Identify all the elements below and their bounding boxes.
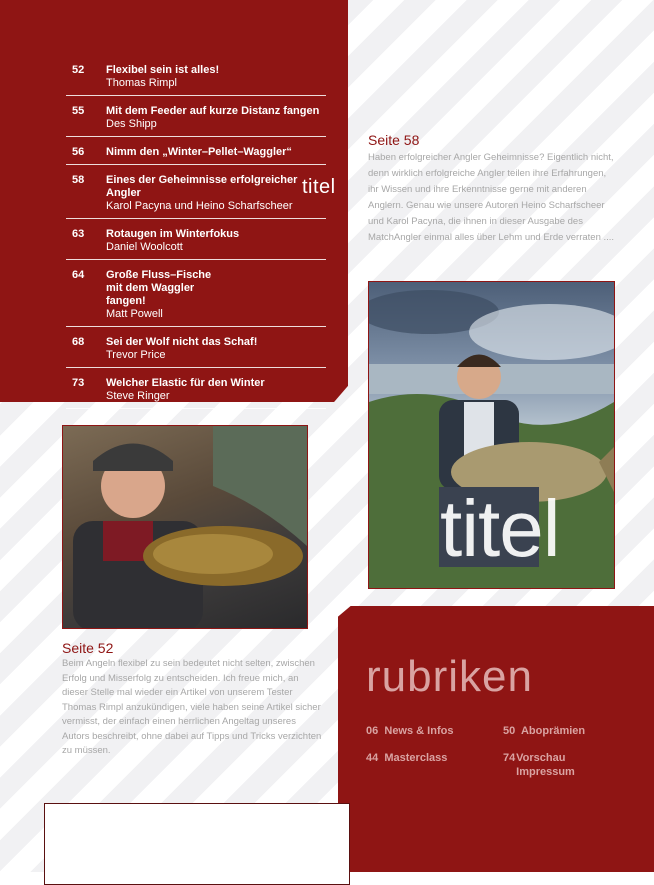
toc-entry[interactable] xyxy=(66,219,326,260)
photo-titel-overlay: titel xyxy=(440,484,560,573)
toc-page-number: 52 xyxy=(72,64,85,76)
toc-entry[interactable] xyxy=(66,55,326,96)
rubriken-title: rubriken xyxy=(366,652,533,701)
table-of-contents xyxy=(66,55,326,409)
rubriken-item[interactable] xyxy=(503,751,593,779)
rubriken-item[interactable] xyxy=(366,724,453,738)
toc-title: Mit dem Feeder auf kurze Distanz fangen xyxy=(106,105,320,117)
toc-author: Karol Pacyna und Heino Scharfscheer xyxy=(106,200,293,212)
rubriken-item[interactable] xyxy=(503,724,585,738)
toc-page-number: 56 xyxy=(72,146,85,158)
toc-titel-tag: titel xyxy=(302,176,336,198)
rubriken-item[interactable] xyxy=(366,751,447,765)
rubriken-panel xyxy=(338,606,654,872)
toc-author: Matt Powell xyxy=(106,308,163,320)
rubriken-page: 74 xyxy=(503,752,516,764)
toc-entry[interactable] xyxy=(66,137,326,165)
toc-title: Welcher Elastic für den Winter xyxy=(106,377,265,389)
toc-page-number: 68 xyxy=(72,336,85,348)
toc-title: Eines der Geheimnisse erfolgreicher Angler xyxy=(106,174,298,199)
toc-title: Nimm den „Winter–Pellet–Waggler“ xyxy=(106,146,292,158)
rubriken-label: Aboprämien xyxy=(520,725,586,737)
photo-illustration xyxy=(63,426,307,628)
rubriken-page: 44 xyxy=(366,752,379,764)
toc-entry[interactable] xyxy=(66,260,326,327)
toc-entry[interactable] xyxy=(66,327,326,368)
toc-entry[interactable] xyxy=(66,96,326,137)
toc-entry[interactable] xyxy=(66,368,326,409)
rubriken-label: Masterclass xyxy=(384,752,448,764)
toc-page-number: 63 xyxy=(72,228,85,240)
feature-52-heading: Seite 52 xyxy=(62,640,114,656)
empty-frame xyxy=(44,803,350,885)
rubriken-label: News & Infos xyxy=(384,725,454,737)
toc-page-number: 73 xyxy=(72,377,85,389)
toc-author: Trevor Price xyxy=(106,349,166,361)
toc-page-number: 58 xyxy=(72,174,85,186)
feature-52-text: Beim Angeln flexibel zu sein bedeutet nicht selten, zwischen Erfolg und Misserfolg zu entscheiden. Ich freue mich, an dieser Stelle mal wieder ein Artikel von unserem Tester Thomas Rimpl anzukündigen, viele haben seine Artikel sicher vermisst, der einfach einen herrlichen Angeltag unseres Autors beschreibt, ohne dabei auf Tipps und Tricks verzichten zu müssen. xyxy=(62,658,322,756)
toc-author: Steve Ringer xyxy=(106,390,170,402)
feature-58-heading: Seite 58 xyxy=(368,132,420,148)
toc-title: Flexibel sein ist alles! xyxy=(106,64,220,76)
toc-author: Des Shipp xyxy=(106,118,157,130)
toc-page-number: 64 xyxy=(72,269,85,281)
rubriken-label: Vorschau Impressum xyxy=(516,752,575,778)
rubriken-page: 06 xyxy=(366,725,379,737)
toc-title: Große Fluss–Fische mit dem Waggler fangen! xyxy=(106,269,212,307)
toc-entry[interactable] xyxy=(66,165,326,219)
toc-author: Daniel Woolcott xyxy=(106,241,183,253)
toc-title: Rotaugen im Winterfokus xyxy=(106,228,240,240)
toc-title: Sei der Wolf nicht das Schaf! xyxy=(106,336,258,348)
angler-carp-photo xyxy=(62,425,308,629)
feature-58-text: Haben erfolgreicher Angler Geheimnisse? Eigentlich nicht, denn wirklich erfolgreiche Angler teilen ihre Erfahrungen, ihr Wissen und ihre Erkenntnisse gerne mit anderen Anglern. Genau wie unsere Autoren Heino Scharfscheer und Karol Pacyna, die ihnen in dieser Ausgabe des MatchAngler einmal alles über Lehm und Erde verraten .... xyxy=(368,152,615,243)
toc-page-number: 55 xyxy=(72,105,85,117)
toc-author: Thomas Rimpl xyxy=(106,77,177,89)
rubriken-page: 50 xyxy=(503,725,516,737)
